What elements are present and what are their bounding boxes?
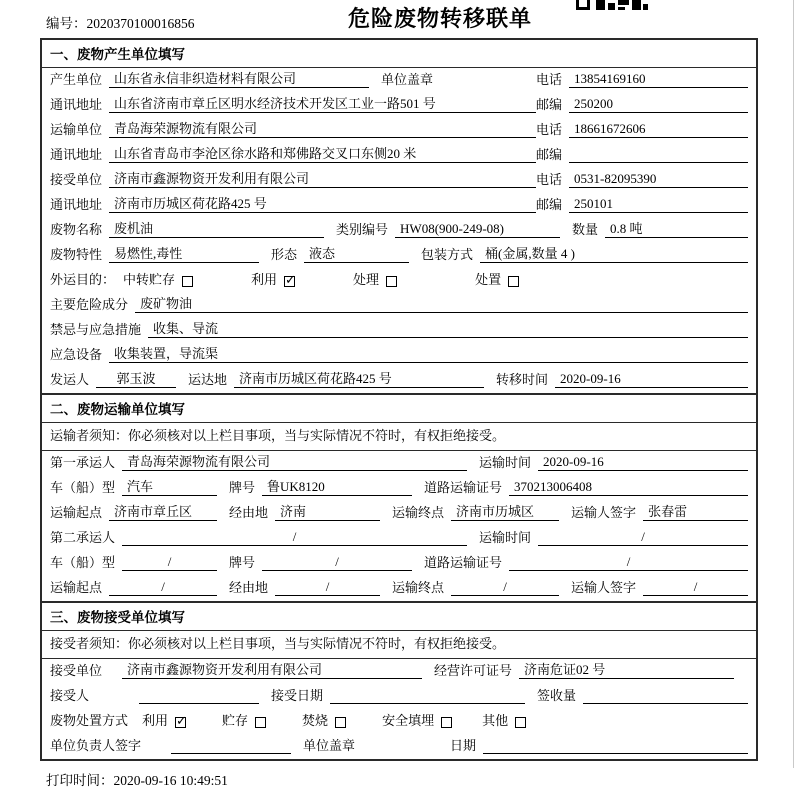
plate-label: 牌号	[229, 480, 256, 495]
terminus2-value: /	[451, 579, 559, 596]
plate2-value: /	[262, 554, 412, 571]
transporter-zip-group	[536, 144, 748, 163]
manifest-form	[40, 38, 758, 761]
via2-value: /	[275, 579, 380, 596]
checkbox-utilize	[284, 276, 295, 287]
hazard-value: 废矿物油	[135, 293, 748, 313]
producer-address-value: 山东省济南市章丘区明水经济技术开发区工业一路501 号	[109, 93, 536, 113]
carrier1-label: 第一承运人	[50, 455, 116, 470]
treat-label: 处理	[353, 272, 380, 287]
permit-value: 济南危证02 号	[519, 659, 734, 679]
quantity-value: 0.8 吨	[605, 218, 748, 238]
checkbox-disposal-store	[255, 717, 266, 728]
form-row-equipment	[42, 343, 756, 368]
print-time-label: 打印时间：	[46, 773, 114, 788]
road-license2-value: /	[509, 554, 748, 571]
via-label: 经由地	[229, 580, 269, 595]
form-row-carrier1	[42, 451, 756, 476]
form-row-hazard	[42, 293, 756, 318]
receiving-unit-label: 接受单位	[50, 663, 103, 678]
form-row-transport-notice	[42, 423, 756, 451]
checkbox-treat	[386, 276, 397, 287]
form-row-waste-name	[42, 218, 756, 243]
recipient-label: 接受人	[50, 688, 90, 703]
producer-value: 山东省永信非织造材料有限公司	[109, 68, 369, 88]
transporter-label: 运输单位	[50, 122, 103, 137]
window-edge-line	[793, 0, 794, 768]
road-license1-value: 370213006408	[509, 479, 748, 496]
received-qty-label: 签收量	[537, 688, 577, 703]
road-license-label: 道路运输证号	[424, 555, 503, 570]
zip-label: 邮编	[536, 97, 563, 112]
checkbox-dispose	[508, 276, 519, 287]
quantity-label: 数量	[572, 222, 599, 237]
disposal-utilize-label: 利用	[142, 713, 169, 728]
disposal-other-label: 其他	[482, 713, 509, 728]
print-time	[40, 761, 758, 789]
checkbox-disposal-utilize	[175, 717, 186, 728]
carrier1-value: 青岛海荣源物流有限公司	[122, 451, 467, 471]
transport-notice-text: 运输者须知：你必须核对以上栏目事项，当与实际情况不符时，有权拒绝接受。	[50, 428, 506, 443]
section2-title: 二、废物运输单位填写	[42, 393, 756, 423]
packing-value: 桶(金属,数量 4 )	[480, 243, 748, 263]
receive-date-label: 接受日期	[271, 688, 324, 703]
producer-label: 产生单位	[50, 72, 103, 87]
purpose-label: 外运目的：	[50, 272, 116, 287]
destination-value: 济南市历城区荷花路425 号	[234, 368, 484, 388]
zip-label: 邮编	[536, 197, 563, 212]
carrier-sign-label: 运输人签字	[571, 505, 637, 520]
form-row-shipper	[42, 368, 756, 393]
producer-zip-value: 250200	[569, 96, 748, 113]
document-page	[40, 0, 758, 789]
doc-number-label: 编号：	[46, 16, 87, 31]
transport-time-label: 运输时间	[479, 455, 532, 470]
page-title: 危险废物转移联单	[347, 6, 532, 31]
checkbox-disposal-landfill	[441, 717, 452, 728]
head-sign-label: 单位负责人签字	[50, 738, 142, 753]
origin2-value: /	[109, 579, 217, 596]
form-row-vehicle1	[42, 476, 756, 501]
permit-label: 经营许可证号	[434, 663, 513, 678]
unit-seal-label: 单位盖章	[303, 738, 356, 753]
equipment-value: 收集装置，导流渠	[109, 343, 748, 363]
disposal-option-other	[482, 710, 526, 729]
carrier2-label: 第二承运人	[50, 530, 116, 545]
vehicle-label: 车（船）型	[50, 480, 116, 495]
form-row-receiver	[42, 168, 756, 193]
origin-label: 运输起点	[50, 505, 103, 520]
carrier2-value: /	[122, 529, 467, 546]
emergency-label: 禁忌与应急措施	[50, 322, 142, 337]
category-value: HW08(900-249-08)	[395, 221, 560, 238]
disposal-option-incinerate	[302, 710, 346, 729]
packing-label: 包装方式	[421, 247, 474, 262]
section3-title: 三、废物接受单位填写	[42, 601, 756, 631]
transfer-time-value: 2020-09-16	[555, 371, 748, 388]
producer-phone-group	[536, 69, 748, 88]
section1-title: 一、废物产生单位填写	[42, 40, 756, 68]
receiver-label: 接受单位	[50, 172, 103, 187]
transport-time-label: 运输时间	[479, 530, 532, 545]
transport-time2-value: /	[538, 529, 748, 546]
form-row-signatures	[42, 734, 756, 759]
form-state-label: 形态	[271, 247, 298, 262]
character-value: 易燃性,毒性	[109, 243, 259, 263]
origin-label: 运输起点	[50, 580, 103, 595]
receiver-phone-value: 0531-82095390	[569, 171, 748, 188]
vehicle-label: 车（船）型	[50, 555, 116, 570]
carrier-sign2-value: /	[643, 579, 748, 596]
purpose-option-treat	[353, 269, 397, 288]
receiver-zip-value: 250101	[569, 196, 748, 213]
waste-name-label: 废物名称	[50, 222, 103, 237]
vehicle1-value: 汽车	[122, 476, 217, 496]
purpose-option-transfer-storage	[123, 269, 193, 288]
disposal-option-landfill	[382, 710, 452, 729]
dispose-label: 处置	[475, 272, 502, 287]
recipient-value	[139, 688, 259, 704]
plate-label: 牌号	[229, 555, 256, 570]
receive-notice-text: 接受者须知：你必须核对以上栏目事项，当与实际情况不符时，有权拒绝接受。	[50, 636, 506, 651]
receiver-value: 济南市鑫源物资开发利用有限公司	[109, 168, 536, 188]
carrier-sign-label: 运输人签字	[571, 580, 637, 595]
form-row-receiver-address	[42, 193, 756, 218]
date-value	[483, 738, 748, 754]
form-row-transporter-address	[42, 143, 756, 168]
transporter-value: 青岛海荣源物流有限公司	[109, 118, 536, 138]
qr-code-fragment	[576, 0, 648, 10]
form-row-vehicle2	[42, 551, 756, 576]
disposal-label: 废物处置方式	[50, 713, 129, 728]
form-row-receive-notice	[42, 631, 756, 659]
character-label: 废物特性	[50, 247, 103, 262]
purpose-option-utilize	[251, 269, 295, 288]
phone-label: 电话	[536, 72, 563, 87]
receiver-phone-group	[536, 169, 748, 188]
via-label: 经由地	[229, 505, 269, 520]
emergency-value: 收集、导流	[148, 318, 748, 338]
date-label: 日期	[450, 738, 477, 753]
doc-number	[46, 12, 195, 32]
plate1-value: 鲁UK8120	[262, 476, 412, 496]
form-row-receiving-unit	[42, 659, 756, 684]
producer-zip-group	[536, 94, 748, 113]
form-row-emergency	[42, 318, 756, 343]
disposal-incinerate-label: 焚烧	[302, 713, 329, 728]
form-row-carrier2	[42, 526, 756, 551]
head-sign-value	[171, 738, 291, 754]
origin1-value: 济南市章丘区	[109, 501, 217, 521]
disposal-landfill-label: 安全填埋	[382, 713, 435, 728]
form-row-transporter	[42, 118, 756, 143]
address-label: 通讯地址	[50, 147, 103, 162]
terminus1-value: 济南市历城区	[451, 501, 559, 521]
vehicle2-value: /	[122, 554, 217, 571]
purpose-option-dispose	[475, 269, 519, 288]
utilize-label: 利用	[251, 272, 278, 287]
receiver-zip-group	[536, 194, 748, 213]
carrier-sign1-value: 张春雷	[643, 501, 748, 521]
receiving-unit-value: 济南市鑫源物资开发利用有限公司	[122, 659, 422, 679]
form-row-purpose	[42, 268, 756, 293]
transporter-address-value: 山东省青岛市李沧区徐水路和郑佛路交叉口东侧20 米	[109, 143, 536, 163]
disposal-option-store	[222, 710, 266, 729]
document-header	[40, 0, 758, 38]
form-row-producer-address	[42, 93, 756, 118]
print-time-value: 2020-09-16 10:49:51	[113, 773, 228, 788]
form-row-disposal	[42, 709, 756, 734]
form-state-value: 液态	[304, 243, 409, 263]
form-row-recipient	[42, 684, 756, 709]
transporter-phone-value: 18661672606	[569, 121, 748, 138]
address-label: 通讯地址	[50, 197, 103, 212]
waste-name-value: 废机油	[109, 218, 324, 238]
unit-seal-label: 单位盖章	[381, 72, 434, 87]
terminus-label: 运输终点	[392, 505, 445, 520]
producer-phone-value: 13854169160	[569, 71, 748, 88]
shipper-value: 郭玉波	[96, 368, 176, 388]
hazard-label: 主要危险成分	[50, 297, 129, 312]
transporter-phone-group	[536, 119, 748, 138]
disposal-store-label: 贮存	[222, 713, 249, 728]
zip-label: 邮编	[536, 147, 563, 162]
destination-label: 运达地	[188, 372, 228, 387]
doc-number-value: 2020370100016856	[86, 16, 195, 31]
phone-label: 电话	[536, 172, 563, 187]
category-label: 类别编号	[336, 222, 389, 237]
form-row-route2	[42, 576, 756, 601]
receiver-address-value: 济南市历城区荷花路425 号	[109, 193, 536, 213]
address-label: 通讯地址	[50, 97, 103, 112]
transfer-storage-label: 中转贮存	[123, 272, 176, 287]
via1-value: 济南	[275, 501, 380, 521]
checkbox-disposal-other	[515, 717, 526, 728]
form-row-producer	[42, 68, 756, 93]
receive-date-value	[330, 688, 525, 704]
received-qty-value	[583, 688, 748, 704]
phone-label: 电话	[536, 122, 563, 137]
shipper-label: 发运人	[50, 372, 90, 387]
form-row-route1	[42, 501, 756, 526]
disposal-option-utilize	[142, 710, 186, 729]
equipment-label: 应急设备	[50, 347, 103, 362]
road-license-label: 道路运输证号	[424, 480, 503, 495]
transporter-zip-value	[569, 147, 748, 163]
checkbox-disposal-incinerate	[335, 717, 346, 728]
form-row-waste-character	[42, 243, 756, 268]
transfer-time-label: 转移时间	[496, 372, 549, 387]
terminus-label: 运输终点	[392, 580, 445, 595]
checkbox-transfer-storage	[182, 276, 193, 287]
transport-time1-value: 2020-09-16	[538, 454, 748, 471]
